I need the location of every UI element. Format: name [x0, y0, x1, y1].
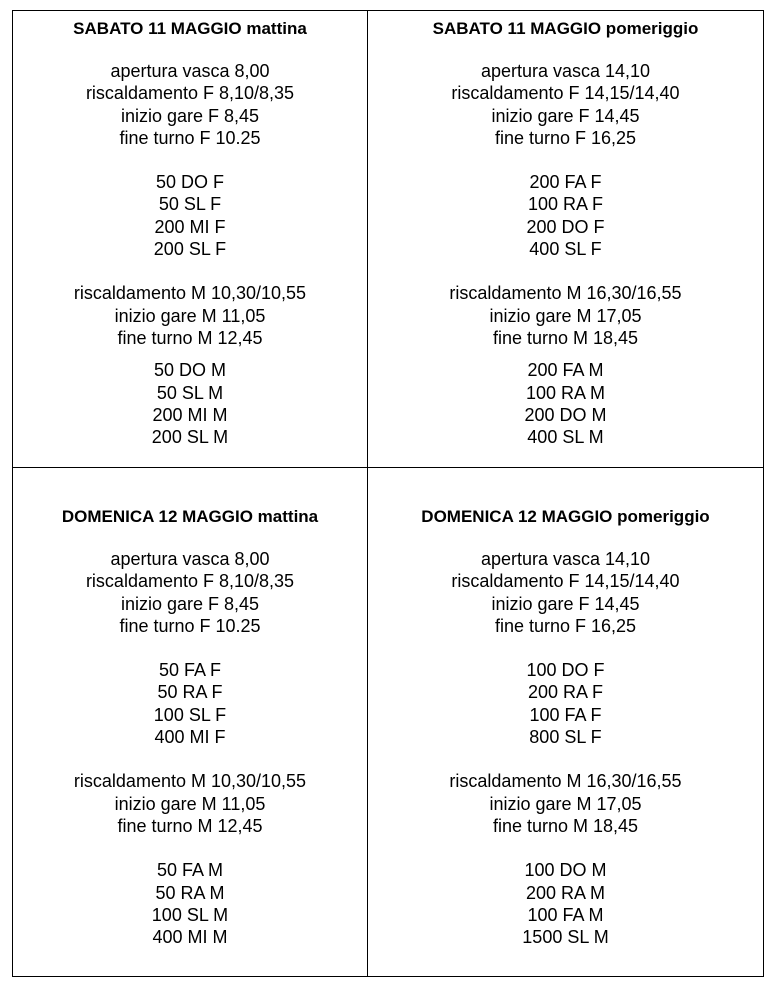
event-line: 100 FA F	[529, 704, 602, 725]
event-line: 200 DO F	[526, 216, 605, 237]
opening-line: fine turno F 10.25	[119, 127, 261, 148]
event-line: 200 RA M	[525, 882, 606, 903]
event-line: 200 SL M	[151, 427, 229, 448]
event-line: 100 FA M	[527, 904, 604, 925]
event-line: 200 MI F	[154, 216, 226, 237]
event-line: 50 DO M	[153, 360, 227, 381]
warmup-line: inizio gare M 17,05	[489, 305, 642, 326]
opening-line: apertura vasca 8,00	[110, 61, 270, 81]
opening-block	[13, 548, 367, 637]
warmup-m-block	[368, 770, 763, 837]
events-m-block	[13, 859, 367, 948]
opening-line: riscaldamento F 8,10/8,35	[85, 83, 295, 104]
events-f-block	[13, 171, 367, 260]
opening-line: inizio gare F 14,45	[491, 105, 640, 126]
session-cell-saturday-morning	[13, 18, 367, 448]
event-line: 100 SL M	[151, 904, 229, 925]
schedule-table	[12, 10, 764, 977]
session-title: DOMENICA 12 MAGGIO mattina	[61, 507, 319, 526]
event-line: 400 MI F	[154, 727, 226, 748]
event-line: 50 DO F	[155, 172, 225, 193]
events-f-block	[368, 171, 763, 260]
events-m-block	[13, 359, 367, 448]
opening-block	[368, 548, 763, 637]
event-line: 100 SL F	[153, 704, 227, 725]
event-line: 100 DO M	[524, 860, 607, 881]
opening-line: apertura vasca 8,00	[110, 549, 270, 569]
session-title: DOMENICA 12 MAGGIO pomeriggio	[421, 507, 710, 526]
event-line: 100 DO F	[526, 660, 605, 681]
warmup-m-block	[368, 282, 763, 349]
opening-line: riscaldamento F 14,15/14,40	[451, 571, 680, 592]
warmup-line: inizio gare M 11,05	[114, 305, 266, 326]
event-line: 100 RA M	[525, 382, 606, 403]
event-line: 200 DO M	[524, 404, 607, 425]
warmup-m-block	[13, 770, 367, 837]
opening-line: riscaldamento F 14,15/14,40	[451, 83, 680, 104]
warmup-line: riscaldamento M 16,30/16,55	[449, 771, 682, 792]
opening-line: fine turno F 10.25	[119, 615, 261, 636]
warmup-m-block	[13, 282, 367, 349]
opening-line: riscaldamento F 8,10/8,35	[85, 571, 295, 592]
event-line: 200 SL F	[153, 239, 227, 260]
event-line: 400 MI M	[152, 927, 228, 948]
warmup-line: fine turno M 12,45	[117, 327, 263, 348]
opening-line: apertura vasca 14,10	[480, 61, 651, 81]
session-cell-sunday-afternoon	[368, 506, 763, 948]
event-line: 50 RA M	[155, 882, 225, 903]
opening-line: fine turno F 16,25	[494, 615, 637, 636]
event-line: 400 SL M	[527, 427, 604, 448]
session-title: SABATO 11 MAGGIO pomeriggio	[432, 19, 699, 38]
event-line: 50 FA M	[156, 860, 224, 881]
warmup-line: riscaldamento M 10,30/10,55	[73, 283, 307, 304]
warmup-line: inizio gare M 11,05	[114, 793, 266, 814]
warmup-line: riscaldamento M 10,30/10,55	[73, 771, 307, 792]
event-line: 200 FA M	[527, 360, 604, 381]
warmup-line: fine turno M 18,45	[492, 815, 639, 836]
opening-block	[13, 60, 367, 149]
events-m-block	[368, 359, 763, 448]
session-title: SABATO 11 MAGGIO mattina	[73, 19, 307, 38]
event-line: 50 FA F	[158, 660, 222, 681]
opening-line: apertura vasca 14,10	[480, 549, 651, 569]
opening-line: inizio gare F 8,45	[120, 105, 260, 126]
events-m-block	[368, 859, 763, 948]
session-cell-sunday-morning	[13, 506, 367, 948]
event-line: 200 MI M	[152, 404, 228, 425]
event-line: 200 RA F	[527, 682, 604, 703]
opening-block	[368, 60, 763, 149]
event-line: 1500 SL M	[522, 927, 609, 948]
event-line: 50 RA F	[157, 682, 223, 703]
event-line: 100 RA F	[527, 194, 604, 215]
events-f-block	[368, 659, 763, 748]
opening-line: inizio gare F 8,45	[120, 593, 260, 614]
warmup-line: riscaldamento M 16,30/16,55	[449, 283, 682, 304]
events-f-block	[13, 659, 367, 748]
event-line: 800 SL F	[529, 727, 602, 748]
event-line: 50 SL F	[158, 194, 222, 215]
opening-line: inizio gare F 14,45	[491, 593, 640, 614]
warmup-line: inizio gare M 17,05	[489, 793, 642, 814]
opening-line: fine turno F 16,25	[494, 127, 637, 148]
session-cell-saturday-afternoon	[368, 18, 763, 448]
event-line: 50 SL M	[156, 382, 224, 403]
event-line: 400 SL F	[529, 239, 602, 260]
event-line: 200 FA F	[529, 172, 602, 193]
row-divider	[13, 467, 763, 468]
warmup-line: fine turno M 18,45	[492, 327, 639, 348]
warmup-line: fine turno M 12,45	[117, 815, 263, 836]
